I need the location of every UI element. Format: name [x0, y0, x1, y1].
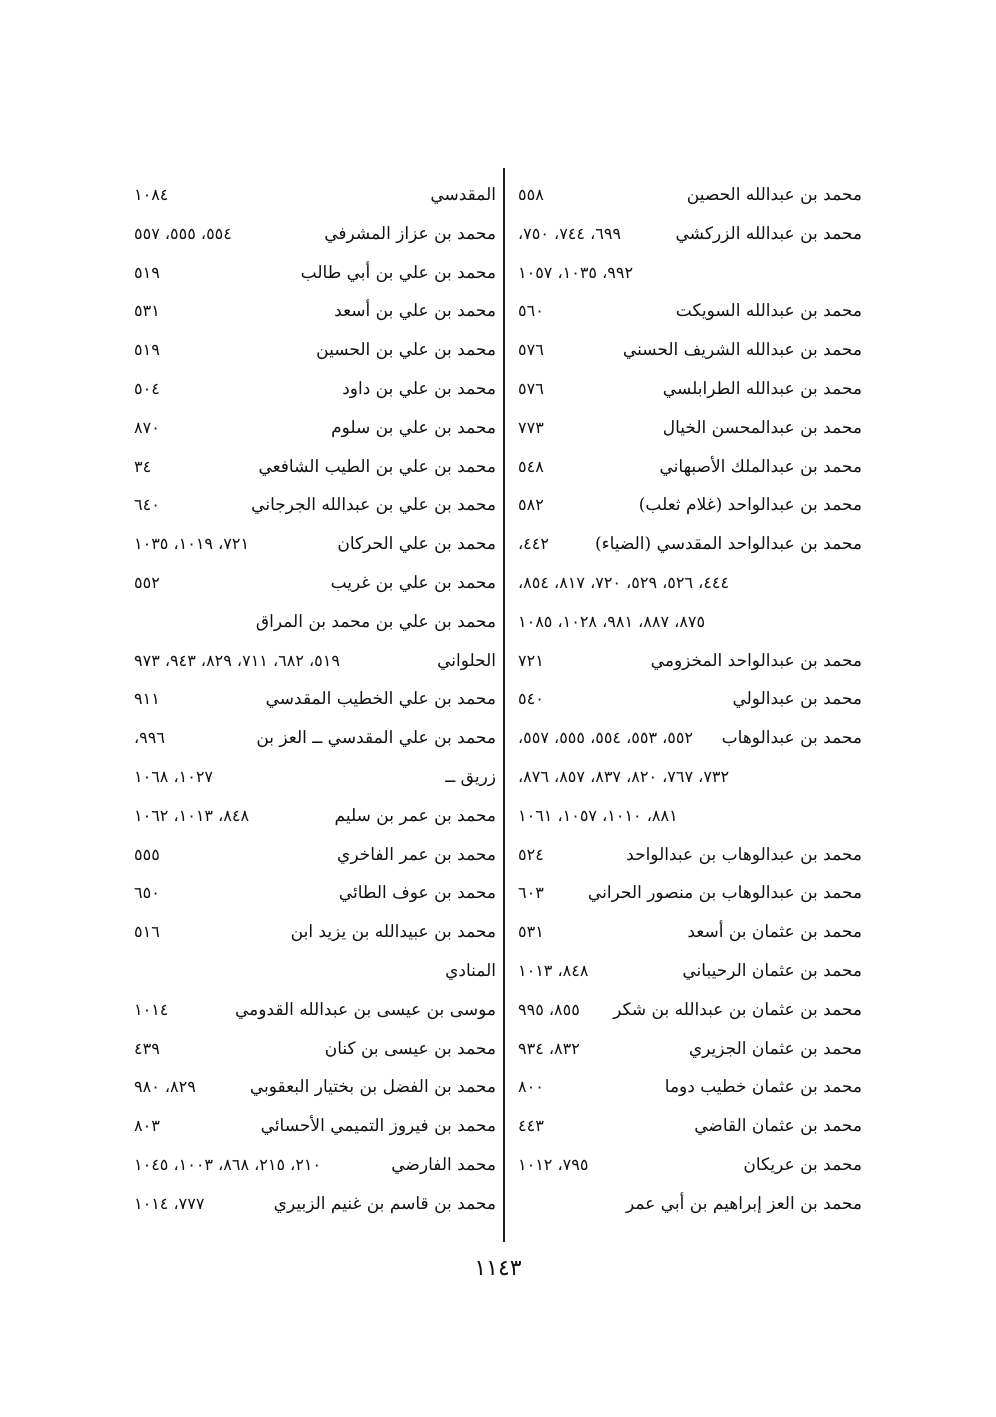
entry-name: محمد بن عبدالله الطرابلسي: [662, 378, 862, 399]
index-entry: [518, 1146, 862, 1185]
entry-name: محمد بن عثمان خطيب دوما: [664, 1077, 862, 1098]
entry-page-numbers: ٨٤٨، ١٠١٣، ١٠٦٢: [134, 805, 250, 825]
entry-page-numbers: ٦٩٩، ٧٤٤، ٧٥٠،: [518, 223, 622, 243]
entry-page-numbers: ٥٦٠: [518, 301, 544, 321]
entry-name: محمد بن عبدالوهاب بن منصور الحراني: [587, 883, 862, 904]
entry-page-numbers: ٨٠٣: [134, 1116, 160, 1136]
entry-page-numbers: ٣٤: [134, 456, 152, 476]
entry-name: محمد بن عثمان بن أسعد: [687, 922, 862, 943]
entry-name: محمد بن عثمان الرحيباني: [682, 960, 862, 981]
entry-page-numbers: ١٠٢٧، ١٠٦٨: [134, 766, 213, 786]
index-entry: [134, 680, 496, 719]
index-entry: [134, 292, 496, 331]
entry-page-numbers: ٩٩٢، ١٠٣٥، ١٠٥٧: [518, 262, 634, 282]
entry-name: محمد بن عثمان بن عبدالله بن شكر: [613, 999, 862, 1020]
entry-page-numbers: ٥٧٦: [518, 340, 544, 360]
entry-name: محمد بن عبدالولي: [732, 689, 862, 710]
entry-page-numbers: ٥٤٨: [518, 456, 544, 476]
entry-name: موسى بن عيسى بن عبدالله القدومي: [234, 999, 496, 1020]
entry-page-numbers: ٨٠٠: [518, 1077, 544, 1097]
entry-name: محمد بن علي بن أبي طالب: [300, 262, 496, 283]
entry-name: محمد بن عبدالوهاب: [721, 728, 862, 749]
index-entry: [518, 913, 862, 952]
index-entry: [518, 1107, 862, 1146]
index-entry: [134, 370, 496, 409]
entry-page-numbers: ١٠٨٤: [134, 185, 169, 204]
entry-page-numbers: ٥٧٦: [518, 378, 544, 398]
entry-page-numbers: ٧٢١: [518, 650, 544, 670]
index-entry: [518, 370, 862, 409]
index-entry: [518, 176, 862, 215]
entry-page-numbers: ٥٢٤: [518, 844, 544, 864]
entry-page-numbers: ٦٥٠: [134, 883, 160, 903]
index-entry: [518, 603, 862, 642]
index-entry: [134, 254, 496, 293]
index-entry: [134, 1146, 496, 1185]
index-entry: [134, 991, 496, 1030]
entry-page-numbers: ٦٠٣: [518, 883, 544, 903]
index-entry: [134, 758, 496, 797]
entry-page-numbers: ٤٤٢،: [518, 534, 549, 554]
index-entry: [518, 719, 862, 758]
page-number: ١١٤٣: [474, 1256, 522, 1281]
entry-name: محمد بن الفضل بن بختيار البعقوبي: [249, 1077, 496, 1098]
entry-page-numbers: ٨٢٩، ٩٨٠: [134, 1077, 196, 1097]
index-entry: [134, 486, 496, 525]
entry-name: محمد بن علي المقدسي ــ العز بن: [256, 728, 496, 749]
entry-name: محمد بن عبدالله الشريف الحسني: [622, 340, 862, 361]
index-entry: [518, 448, 862, 487]
entry-name: محمد بن عزاز المشرفي: [324, 223, 496, 244]
entry-name: محمد بن عبدالوهاب بن عبدالواحد: [626, 844, 862, 865]
index-entry: [134, 176, 496, 215]
entry-page-numbers: ٥٥٥: [134, 844, 160, 864]
index-entry: [134, 409, 496, 448]
entry-page-numbers: ٧٣٢، ٧٦٧، ٨٢٠، ٨٣٧، ٨٥٧، ٨٧٦،: [518, 766, 730, 786]
index-entry: [518, 1030, 862, 1069]
left-index-column: [134, 176, 496, 1224]
index-entry: [518, 1185, 862, 1224]
entry-page-numbers: ٥٠٤: [134, 378, 160, 398]
entry-page-numbers: ٥٨٢: [518, 495, 544, 515]
index-entry: [518, 292, 862, 331]
entry-name: محمد بن العز إبراهيم بن أبي عمر: [625, 1193, 862, 1214]
index-entry: [518, 952, 862, 991]
entry-name: محمد بن عبيدالله بن يزيد ابن: [290, 922, 496, 943]
entry-page-numbers: ٥١٩: [134, 340, 160, 360]
index-entry: [518, 409, 862, 448]
index-entry: [134, 952, 496, 991]
index-entry: [518, 874, 862, 913]
entry-page-numbers: ٧٧٣: [518, 417, 544, 437]
index-entry: [134, 913, 496, 952]
entry-name: محمد بن علي بن الطيب الشافعي: [258, 456, 496, 477]
index-entry: [134, 1030, 496, 1069]
index-entry: [518, 680, 862, 719]
column-divider: [503, 168, 505, 1242]
entry-name: محمد بن عبدالله الزركشي: [675, 223, 862, 244]
index-entry: [134, 797, 496, 836]
index-entry: [134, 836, 496, 875]
entry-name: المنادي: [445, 960, 496, 981]
entry-name: زريق ــ: [445, 766, 496, 787]
entry-name: محمد بن عبدالواحد المقدسي (الضياء): [594, 534, 862, 555]
entry-name: محمد بن عريكان: [743, 1154, 862, 1175]
entry-page-numbers: ٥٣١: [134, 301, 160, 321]
entry-name: محمد بن قاسم بن غنيم الزبيري: [273, 1193, 496, 1214]
entry-name: محمد بن عبدالواحد (غلام ثعلب): [638, 495, 862, 516]
entry-page-numbers: ٨٤٨، ١٠١٣: [518, 960, 589, 980]
entry-page-numbers: ٨٧٠: [134, 417, 160, 437]
entry-page-numbers: ٤٤٤، ٥٢٦، ٥٢٩، ٧٢٠، ٨١٧، ٨٥٤،: [518, 572, 730, 592]
index-entry: [134, 1107, 496, 1146]
entry-page-numbers: ٨٨١، ١٠١٠، ١٠٥٧، ١٠٦١: [518, 805, 678, 825]
entry-page-numbers: ٢١٠، ٢١٥، ٨٦٨، ١٠٠٣، ١٠٤٥: [134, 1154, 322, 1174]
entry-name: محمد بن عبدالمحسن الخيال: [662, 417, 862, 438]
index-entry: [518, 1068, 862, 1107]
entry-page-numbers: ٨٣٢، ٩٣٤: [518, 1038, 580, 1058]
entry-name: محمد بن علي بن غريب: [330, 572, 496, 593]
entry-page-numbers: ١٠١٤: [134, 999, 169, 1019]
index-entry: [518, 564, 862, 603]
entry-page-numbers: ٤٣٩: [134, 1038, 160, 1058]
index-entry: [134, 1185, 496, 1224]
entry-page-numbers: ٥٤٠: [518, 689, 544, 709]
index-entry: [518, 215, 862, 254]
entry-page-numbers: ٨٥٥، ٩٩٥: [518, 999, 580, 1019]
index-entry: [518, 991, 862, 1030]
index-entry: [134, 719, 496, 758]
entry-page-numbers: ٥١٦: [134, 922, 160, 942]
entry-page-numbers: ٥٥٨: [518, 185, 544, 204]
index-entry: [518, 525, 862, 564]
entry-name: المقدسي: [430, 185, 496, 205]
index-entry: [134, 603, 496, 642]
entry-name: محمد بن عيسى بن كنان: [324, 1038, 496, 1059]
entry-name: محمد بن علي بن محمد بن المراق: [255, 611, 496, 632]
index-entry: [134, 564, 496, 603]
entry-page-numbers: ٧٢١، ١٠١٩، ١٠٣٥: [134, 534, 250, 554]
entry-page-numbers: ٥٥٢، ٥٥٣، ٥٥٤، ٥٥٥، ٥٥٧،: [518, 728, 694, 748]
entry-name: محمد بن عوف الطائي: [338, 883, 496, 904]
entry-name: محمد بن علي الخطيب المقدسي: [265, 689, 496, 710]
index-entry: [518, 797, 862, 836]
entry-name: محمد بن عبدالواحد المخزومي: [650, 650, 862, 671]
index-entry: [134, 331, 496, 370]
entry-name: محمد الفارضي: [391, 1154, 496, 1175]
entry-name: محمد بن عثمان القاضي: [694, 1116, 862, 1137]
entry-name: محمد بن عبدالله السويكت: [675, 301, 862, 322]
entry-name: محمد بن عمر بن سليم: [334, 805, 496, 826]
index-entry: [518, 486, 862, 525]
index-entry: [134, 1068, 496, 1107]
index-entry: [134, 642, 496, 681]
entry-name: محمد بن علي بن الحسين: [316, 340, 496, 361]
entry-page-numbers: ٦٤٠: [134, 495, 160, 515]
entry-name: محمد بن علي بن أسعد: [334, 301, 496, 322]
index-entry: [134, 448, 496, 487]
index-entry: [518, 331, 862, 370]
entry-page-numbers: ٧٧٧، ١٠١٤: [134, 1193, 205, 1213]
entry-name: محمد بن عبدالملك الأصبهاني: [659, 456, 862, 477]
entry-page-numbers: ٥٥٤، ٥٥٥، ٥٥٧: [134, 223, 232, 243]
entry-page-numbers: ٥١٩، ٦٨٢، ٧١١، ٨٢٩، ٩٤٣، ٩٧٣: [134, 650, 340, 670]
entry-page-numbers: ٩١١: [134, 689, 160, 709]
entry-page-numbers: ٤٤٣: [518, 1116, 544, 1136]
entry-page-numbers: ٥٥٢: [134, 572, 160, 592]
entry-name: محمد بن عبدالله الحصين: [686, 185, 862, 205]
entry-name: الحلواني: [437, 650, 496, 671]
entry-name: محمد بن علي بن عبدالله الجرجاني: [251, 495, 496, 516]
entry-name: محمد بن فيروز التميمي الأحسائي: [260, 1116, 496, 1137]
entry-page-numbers: ٧٩٥، ١٠١٢: [518, 1154, 589, 1174]
entry-name: محمد بن علي بن داود: [342, 378, 496, 399]
entry-name: محمد بن علي الحركان: [337, 534, 496, 555]
index-entry: [518, 254, 862, 293]
index-entry: [518, 836, 862, 875]
entry-name: محمد بن عثمان الجزيري: [688, 1038, 862, 1059]
entry-page-numbers: ٩٩٦،: [134, 728, 165, 748]
right-index-column: [518, 176, 862, 1224]
index-entry: [518, 758, 862, 797]
index-entry: [134, 215, 496, 254]
index-entry: [134, 874, 496, 913]
index-entry: [518, 642, 862, 681]
entry-page-numbers: ٨٧٥، ٨٨٧، ٩٨١، ١٠٢٨، ١٠٨٥: [518, 611, 706, 631]
entry-page-numbers: ٥٣١: [518, 922, 544, 942]
index-entry: [134, 525, 496, 564]
entry-name: محمد بن عمر الفاخري: [337, 844, 496, 865]
entry-page-numbers: ٥١٩: [134, 262, 160, 282]
entry-name: محمد بن علي بن سلوم: [331, 417, 496, 438]
